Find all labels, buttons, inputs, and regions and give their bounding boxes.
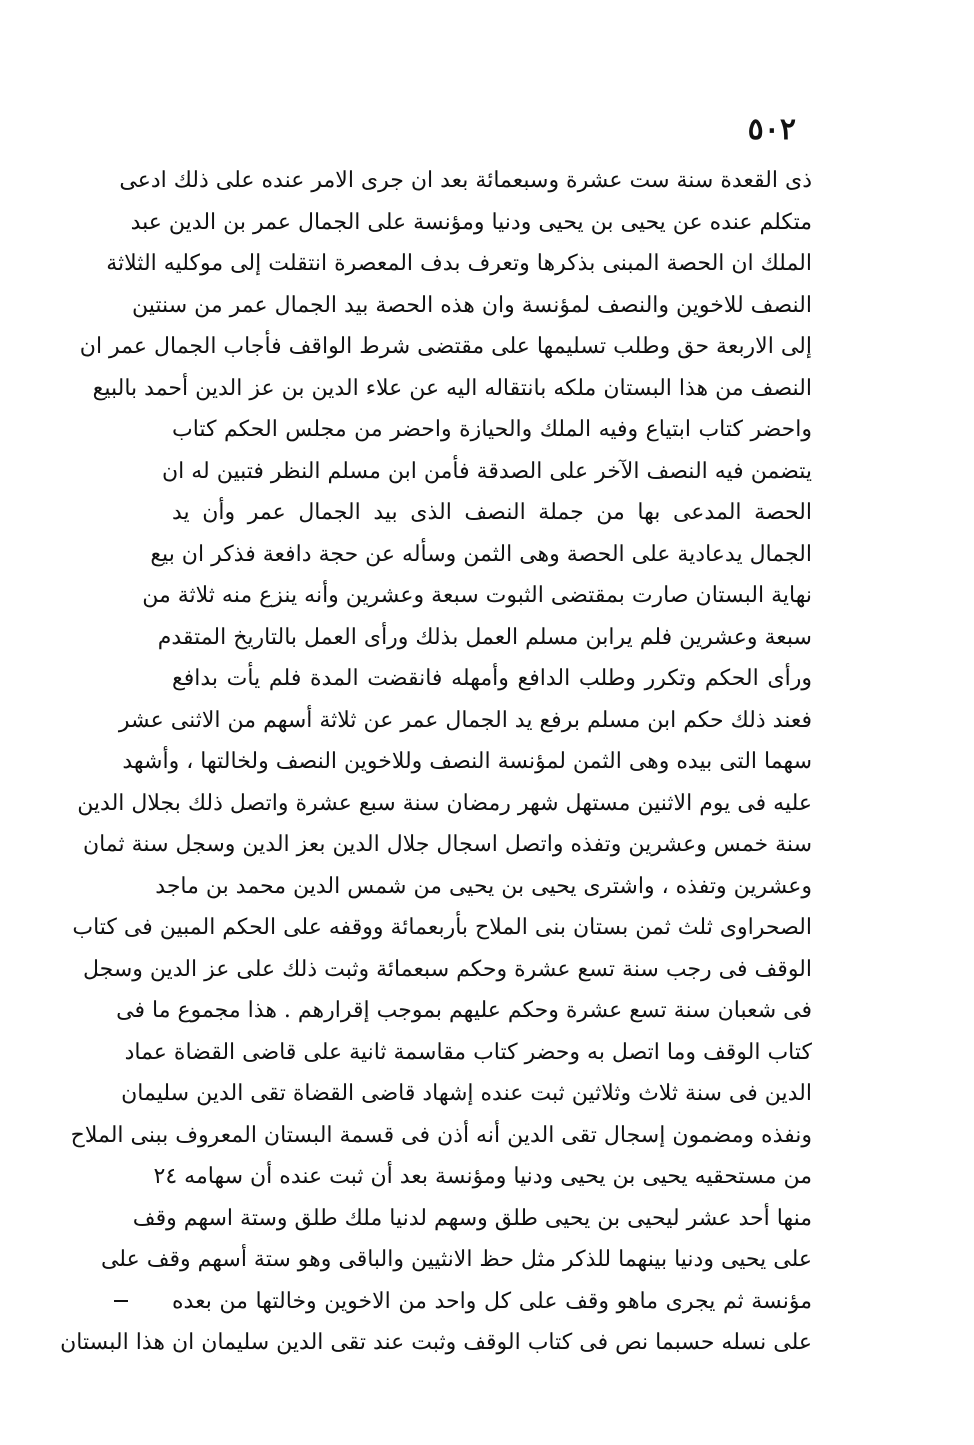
line-end-mark [114, 1300, 128, 1302]
text-line: الحصة المدعى بها من جملة النصف الذى بيد الجمال عمر وأن يد [172, 500, 812, 525]
text-line: منها أحد عشر ليحيى بن يحيى طلق وسهم لدنيا ملك طلق وستة اسهم وقف [132, 1205, 812, 1231]
text-line: يتضمن فيه النصف الآخر على الصدقة فأمن ابن مسلم النظر فتبين له ان [161, 458, 812, 484]
text-line: نهاية البستان صارت بمقتضى الثبوت سبعة وعشرين وأنه ينزع منه ثلاثة من [142, 583, 812, 608]
text-line: عليه فى يوم الاثنين مستهل شهر رمضان سنة سبع عشرة واتصل ذلك بجلال الدين [77, 790, 812, 816]
text-line: متكلم عنده عن يحيى بن يحيى ودنيا ومؤنسة على الجمال عمر بن الدين عبد [130, 209, 812, 235]
body-text [60, 160, 812, 1364]
text-line: سنة خمس وعشرين وتفذه واتصل اسجال جلال الدين بعز الدين وسجل سنة ثمان [82, 832, 812, 857]
page-number: ٥٠٢ [747, 112, 796, 147]
text-line: ونفذه ومضمون إسجال تقى الدين أنه أذن فى قسمة البستان المعروف ببنى الملاح [70, 1122, 812, 1148]
text-line: سبعة وعشرين فلم يرابن مسلم العمل بذلك ورأى العمل بالتاريخ المتقدم [157, 624, 812, 650]
text-line: وعشرين وتفذه ، واشترى يحيى بن يحيى من شمس الدين محمد بن ماجد [155, 873, 812, 899]
text-line: من مستحقيه يحيى بن يحيى ودنيا ومؤنسة بعد أن ثبت عنده أن سهامه ٢٤ [153, 1164, 812, 1189]
text-line: إلى الاربعة حق وطلب تسليمها على مقتضى شرط الواقف فأجاب الجمال عمر ان [79, 334, 812, 359]
text-line: فعند ذلك حكم ابن مسلم برفع يد الجمال عمر عن ثلاثة أسهم من الاثنى عشر [118, 707, 812, 733]
text-line: فى شعبان سنة تسع عشرة وحكم عليهم بموجب إقرارهم . هذا مجموع ما فى [116, 998, 812, 1023]
text-line: الصحراوى ثلث ثمن بستان بنى الملاح بأربعمائة ووقفه على الحكم المبين فى كتاب [72, 915, 812, 940]
text-line: الجمال يدعادية على الحصة وهى الثمن وسأله عن حجة دافعة فذكر ان بيع [150, 541, 812, 567]
text-line: ورأى الحكم وتكرر وطلب الدافع وأمهله فانقضت المدة فلم يأت بدافع [172, 666, 812, 691]
text-line: الوقف فى رجب سنة تسع عشرة وحكم سبعمائة وثبت ذلك على عز الدين وسجل [82, 956, 812, 982]
text-line: النصف للاخوين والنصف لمؤنسة وان هذه الحصة بيد الجمال عمر من سنتين [132, 292, 812, 318]
text-line: على يحيى ودنيا بينهما للذكر مثل حظ الانثيين والباقى وهو ستة أسهم وقف على [100, 1247, 812, 1272]
text-line: كتاب الوقف وما اتصل به وحضر كتاب مقاسمة ثانية على قاضى القضاة عماد [124, 1039, 812, 1065]
text-line: الدين فى سنة ثلاث وثلاثين ثبت عنده إشهاد قاضى القضاة تقى الدين سليمان [121, 1081, 812, 1106]
text-line: على نسله حسبما نص فى كتاب الوقف وثبت عند تقى الدين سليمان ان هذا البستان [60, 1330, 812, 1355]
text-line: الملك ان الحصة المبنى بذكرها وتعرف بدف المعصرة انتقلت إلى موكليه الثلاثة [106, 251, 812, 276]
text-line: سهما التى بيده وهى الثمن لمؤنسة النصف وللاخوين النصف ولخالتها ، وأشهد [122, 749, 812, 774]
text-line: النصف من هذا البستان ملكه بانتقاله اليه عن علاء الدين بن عز الدين أحمد بالبيع [92, 375, 812, 401]
text-line: مؤنسة ثم يجرى ماهو وقف على كل واحد من الاخوين وخالتها من بعده [172, 1288, 812, 1314]
text-line: واحضر كتاب ابتياع وفيه الملك والحيازة واحضر من مجلس الحكم كتاب [172, 417, 812, 442]
text-line: ذى القعدة سنة ست عشرة وسبعمائة بعد ان جرى الامر عنده على ذلك ادعى [119, 168, 812, 193]
